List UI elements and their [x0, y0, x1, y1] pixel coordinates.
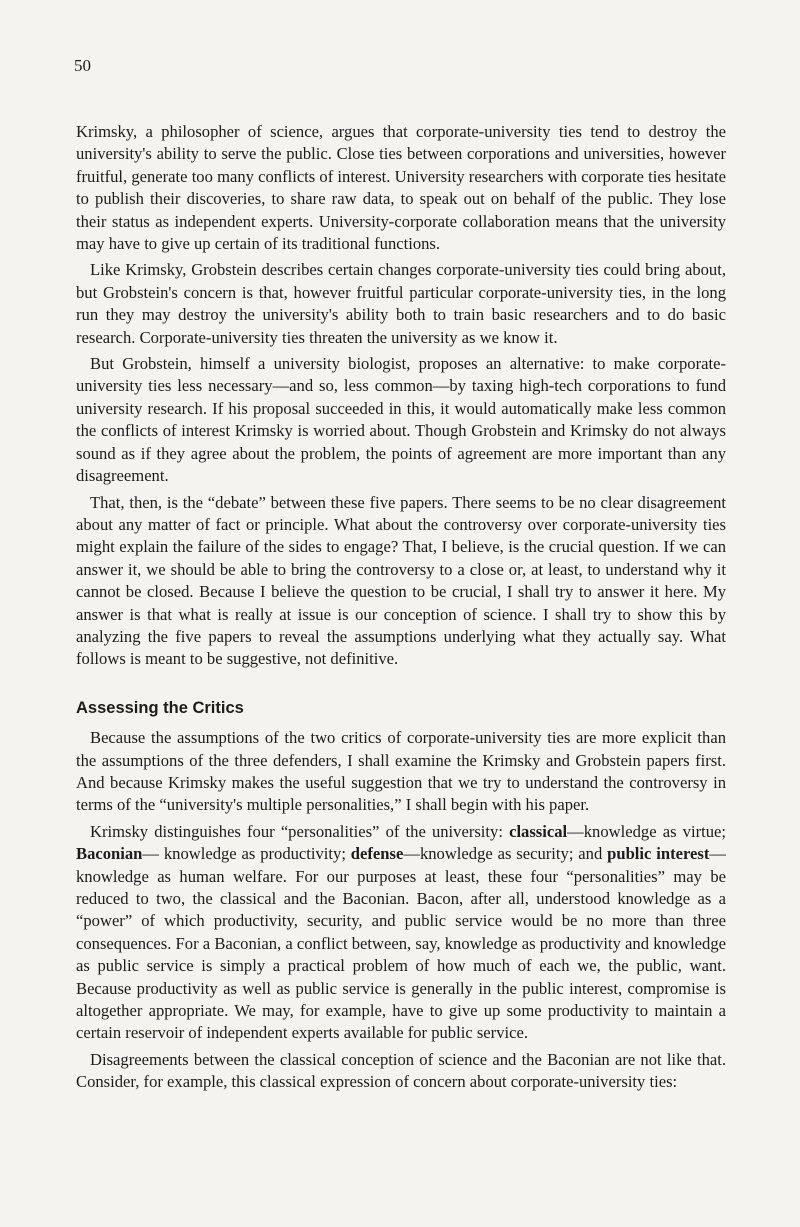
paragraph-7: Disagreements between the classical conception of science and the Baconian are not like that. Consider, for example, this classical expression of concern about corporate-university ties:	[76, 1049, 726, 1092]
paragraph-6	[76, 821, 726, 1045]
term-defense: defense	[350, 844, 404, 864]
text-run: — knowledge as productivity;	[142, 844, 351, 864]
page-number: 50	[74, 56, 91, 75]
paragraph-4: That, then, is the “debate” between these five papers. There seems to be no clear disagreement about any matter of fact or principle. What about the controversy over corporate-university ties might explain the failure of the sides to engage? That, I believe, is the crucial question. If we can answer it, we should be able to bring the controversy to a close or, at least, to understand why it cannot be closed. Because I believe the question to be crucial, I shall try to answer it here. My answer is that what is really at issue is our conception of science. I shall try to show this by analyzing the five papers to reveal the assumptions underlying what they actually say. What follows is meant to be suggestive, not definitive.	[76, 492, 726, 669]
term-public-interest: public interest	[607, 844, 710, 864]
text-run: —knowledge as virtue;	[567, 821, 726, 841]
paragraph-1: Krimsky, a philosopher of science, argues that corporate-university ties tend to destroy the university's ability to serve the public. Close ties between corporations and universities, however fruitful, generate too many conflicts of interest. University researchers with corporate ties hesitate to publish their discoveries, to share raw data, to speak out on behalf of the public. They lose their status as independent experts. University-corporate collaboration means that the university may have to give up certain of its traditional functions.	[76, 122, 726, 254]
section-heading: Assessing the Critics	[76, 698, 244, 717]
text-run: Krimsky distinguishes four “personalities” of the university:	[90, 821, 510, 841]
paragraph-5: Because the assumptions of the two critics of corporate-university ties are more explicit than the assumptions of the three defenders, I shall examine the Krimsky and Grobstein papers first. And because Krimsky makes the useful suggestion that we try to understand the controversy in terms of the “university's multiple personalities,” I shall begin with his paper.	[76, 728, 726, 815]
text-run: — knowledge as human welfare. For our purposes at least, these four “personalities” may be reduced to two, the classical and the Baconian. Bacon, after all, understood knowledge as a “power” of which productivity, security, and public service would be no more than three consequences. For a Baconian, a conflict between, say, knowledge as productivity and knowledge as public service is simply a practical problem of how much of each we, the public, want. Because productivity as well as public service is generally in the public interest, compromise is altogether appropriate. We may, for example, have to give up some productivity to maintain a certain reservoir of independent experts available for public service.	[76, 844, 726, 1043]
term-baconian: Baconian	[76, 844, 143, 864]
body-text	[76, 121, 726, 1098]
paragraph-2: Like Krimsky, Grobstein describes certain changes corporate-university ties could bring about, but Grobstein's concern is that, however fruitful particular corporate-university ties, in the long run they may destroy the university's ability both to train basic researchers and to do basic research. Corporate-university ties threaten the university as we know it.	[76, 260, 726, 347]
term-classical: classical	[509, 821, 568, 841]
paragraph-3: But Grobstein, himself a university biologist, proposes an alternative: to make corporate-university ties less necessary—and so, less common—by taxing high-tech corporations to fund university research. If his proposal succeeded in this, it would automatically make less common the conflicts of interest Krimsky is worried about. Though Grobstein and Krimsky do not always sound as if they agree about the problem, the points of agreement are more important than any disagreement.	[76, 354, 726, 486]
text-run: —knowledge as security; and	[403, 844, 608, 864]
